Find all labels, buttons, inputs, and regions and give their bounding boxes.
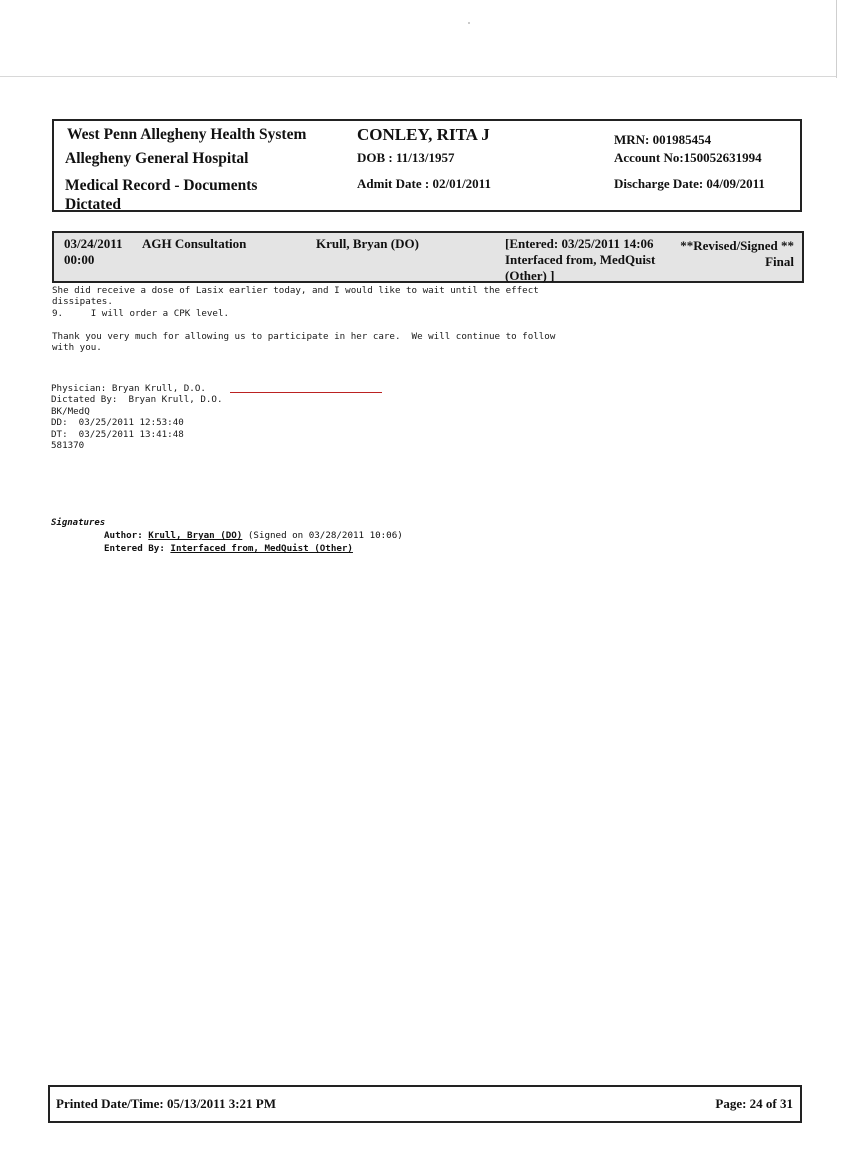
entry-datetime: 03/24/2011 00:00	[64, 236, 123, 267]
scan-speck	[468, 22, 470, 24]
physician-signature-line	[230, 392, 382, 393]
document-entry-header	[52, 231, 804, 283]
record-type-title: Medical Record - Documents Dictated	[65, 177, 258, 213]
patient-name: CONLEY, RITA J	[357, 125, 490, 144]
entry-type: AGH Consultation	[142, 236, 247, 251]
record-header	[52, 119, 802, 212]
discharge-date: Discharge Date: 04/09/2011	[614, 176, 765, 191]
entry-status: **Revised/Signed ** Final	[680, 238, 794, 269]
author-signed-on: (Signed on 03/28/2011 10:06)	[247, 530, 403, 541]
admit-date: Admit Date : 02/01/2011	[357, 176, 491, 191]
entry-entered-info: [Entered: 03/25/2011 14:06 Interfaced from, MedQuist (Other) ]	[505, 236, 656, 283]
account-number: Account No:150052631994	[614, 150, 762, 165]
page-number: Page: 24 of 31	[715, 1096, 793, 1111]
page-footer	[48, 1085, 802, 1123]
consultation-text: She did receive a dose of Lasix earlier today, and I would like to wait until the effect dissipates. 9. I will order a CPK level. Thank you very much for allowing us to participate in her care. We will continue to follow with you.	[52, 285, 556, 354]
entered-by-label: Entered By:	[104, 543, 165, 554]
health-system-name: West Penn Allegheny Health System	[67, 126, 307, 143]
hospital-name: Allegheny General Hospital	[65, 150, 249, 167]
signature-author-row	[104, 530, 403, 541]
patient-dob: DOB : 11/13/1957	[357, 150, 455, 165]
signatures-heading: Signatures	[51, 518, 106, 528]
signature-entered-row	[104, 543, 353, 554]
entered-by-value: Interfaced from, MedQuist (Other)	[170, 543, 353, 554]
author-label: Author:	[104, 530, 143, 541]
scan-edge-line	[0, 76, 836, 77]
author-name: Krull, Bryan (DO)	[148, 530, 243, 541]
mrn: MRN: 001985454	[614, 132, 712, 147]
entry-author: Krull, Bryan (DO)	[316, 236, 419, 251]
scan-edge-line-vertical	[836, 0, 837, 78]
printed-datetime: Printed Date/Time: 05/13/2011 3:21 PM	[56, 1096, 277, 1111]
dictation-details: Physician: Bryan Krull, D.O. Dictated By: Bryan Krull, D.O. BK/MedQ DD: 03/25/2011 12:53:40 DT: 03/25/2011 13:41:48 581370	[51, 383, 223, 452]
